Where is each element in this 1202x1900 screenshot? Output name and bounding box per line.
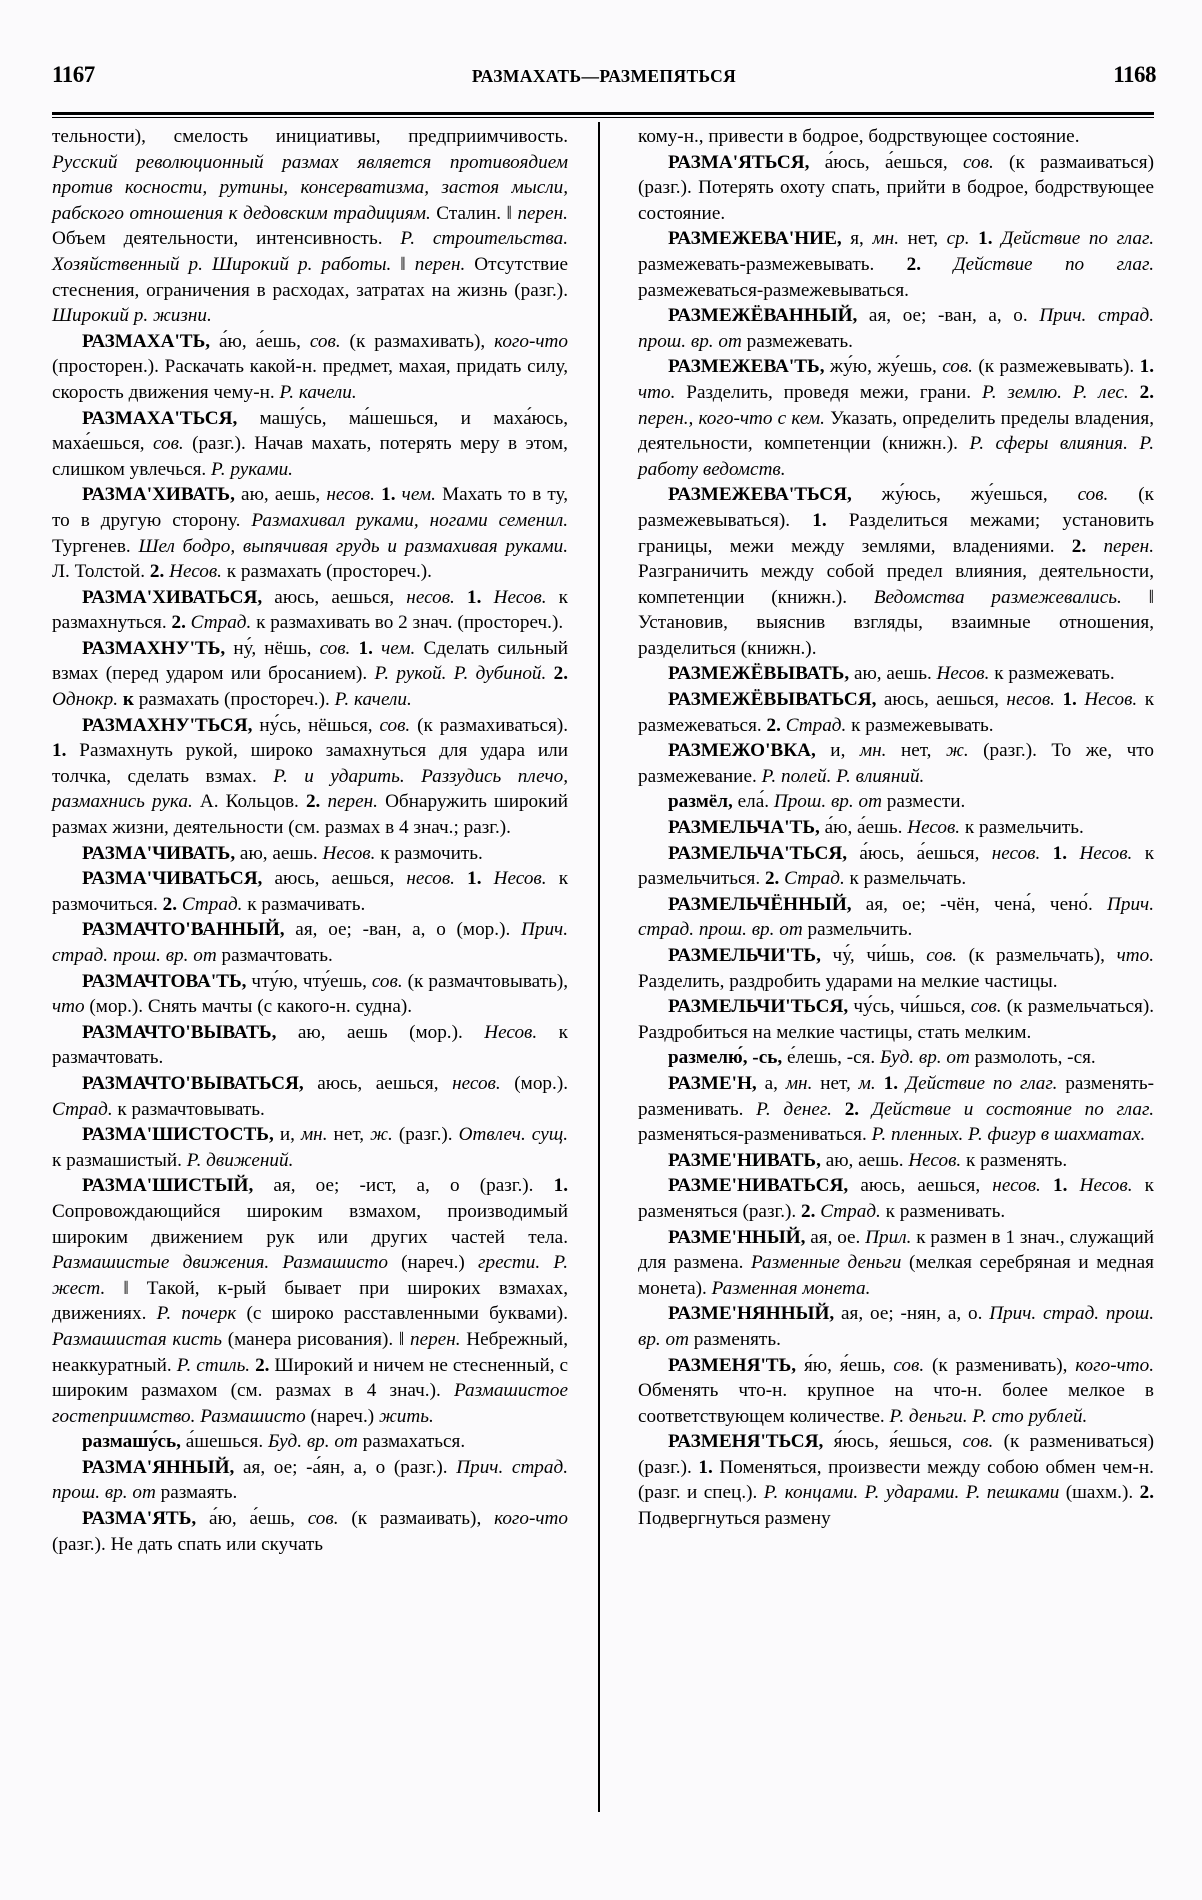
dictionary-entry: РАЗМАЧТОВА'ТЬ, чту́ю, чту́ешь, сов. (к размачтовывать), что (мор.). Снять мачты (с какого-н. судна). xyxy=(52,970,569,1018)
dictionary-entry: РАЗМЕЛЬЧИ'ТЬСЯ, чу́сь, чи́шься, сов. (к размельчаться). Раздробиться на мелкие частицы, стать мелким. xyxy=(638,996,1155,1043)
dictionary-entry: РАЗМЕЖЕВА'НИЕ, я, мн. нет, ср. 1. Действие по глаг. размежевать-размежевывать. 2. Действие по глаг. размежеваться-размежевываться. xyxy=(638,228,1155,301)
page-number-right: 1168 xyxy=(1113,62,1156,87)
dictionary-entry: РАЗМЕЖЕВА'ТЬ, жу́ю, жу́ешь, сов. (к размежевывать). 1. что. Разделить, проведя межи, грани. Р. землю. Р. лес. 2. перен., кого-что с кем. Указать, определить пределы владения, деятельности, компетенции (книжн.). Р. сферы влияния. Р. работу ведомств. xyxy=(638,356,1155,480)
dictionary-entry: РАЗМЕЛЬЧЁННЫЙ, ая, ое; -чён, чена́, чено́. Прич. страд. прош. вр. от размельчить. xyxy=(638,893,1154,941)
dictionary-entry: РАЗМЕЖЕВА'ТЬСЯ, жу́юсь, жу́ешься, сов. (к размежевываться). 1. Разделиться межами; установить границы, межи между землями, владениями. 2. перен. Разграничить между собой предел влияния, деятельности, компетенции (книжн.). Ведомства размежевались. ‖ Установив, выяснив взгляды, взаимные отношения, разделиться (книжн.). xyxy=(638,484,1155,659)
dictionary-entry: РАЗМЕЛЬЧИ'ТЬ, чу́, чи́шь, сов. (к размельчать), что. Разделить, раздробить ударами на мелкие частицы. xyxy=(638,945,1154,992)
dictionary-entry: РАЗМАХНУ'ТЬСЯ, ну́сь, нёшься, сов. (к размахиваться). 1. Размахнуть рукой, широко замахнуться для удара или толчка, сделать взмах. Р. и ударить. Раззудись плечо, размахнись рука. А. Кольцов. 2. перен. Обнаружить широкий размах жизни, деятельности (см. размах в 4 знач.; разг.). xyxy=(52,714,569,839)
dictionary-entry: РАЗМЕЖО'ВКА, и, мн. нет, ж. (разг.). То же, что размежевание. Р. полей. Р. влияний. xyxy=(638,740,1154,787)
dictionary-entry: РАЗМЕ'ННЫЙ, ая, ое. Прил. к размен в 1 знач., служащий для размена. Разменные деньги (мелкая серебряная и медная монета). Разменная монета. xyxy=(638,1226,1154,1299)
continued-paragraph: тельности), смелость инициативы, предприимчивость. Русский революционный размах является противоядием против косности, рутины, консерватизма, застоя мысли, рабского отношения к дедовским традициям. Сталин. ‖ перен. Объем деятельности, интенсивность. Р. строительства. Хозяйственный р. Широкий р. работы. ‖ перен. Отсутствие стеснения, ограничения в расходах, затратах на жизнь (разг.). Широкий р. жизни. xyxy=(52,126,569,327)
dictionary-entry: РАЗМЕЖЁВАННЫЙ, ая, ое; -ван, а, о. Прич. страд. прош. вр. от размежевать. xyxy=(638,305,1155,352)
dictionary-entry: РАЗМАХНУ'ТЬ, ну́, нёшь, сов. 1. чем. Сделать сильный взмах (перед ударом или бросанием). Р. рукой. Р. дубиной. 2. Однокр. к размахать (простореч.). Р. качели. xyxy=(52,637,568,711)
dictionary-entry: РАЗМАЧТО'ВЫВАТЬ, аю, аешь (мор.). Несов. к размачтовать. xyxy=(52,1021,568,1069)
dictionary-entry: РАЗМЕНЯ'ТЬСЯ, я́юсь, я́ешься, сов. (к размениваться) (разг.). 1. Поменяться, произвести между собою обмен чем-н. (разг. и спец.). Р. концами. Р. ударами. Р. пешками (шахм.). 2. Подвергнуться размену xyxy=(638,1431,1154,1530)
dictionary-entry: РАЗМЕ'НИВАТЬСЯ, аюсь, аешься, несов. 1. Несов. к разменяться (разг.). 2. Страд. к разменивать. xyxy=(638,1175,1155,1222)
dictionary-entry: РАЗМЕЖЁВЫВАТЬ, аю, аешь. Несов. к размежевать. xyxy=(668,663,1115,685)
dictionary-entry: РАЗМА'ШИСТОСТЬ, и, мн. нет, ж. (разг.). Отвлеч. сущ. к размашистый. Р. движений. xyxy=(52,1124,568,1171)
dictionary-entry: РАЗМА'ЧИВАТЬ, аю, аешь. Несов. к размочить. xyxy=(82,842,483,864)
dictionary-entry: РАЗМА'ХИВАТЬ, аю, аешь, несов. 1. чем. Махать то в ту, то в другую сторону. Размахивал руками, ногами семенил. Тургенев. Шел бодро, выпячивая грудь и размахивая руками. Л. Толстой. 2. Несов. к размахать (простореч.). xyxy=(52,484,569,583)
dictionary-entry: размашу́сь, а́шешься. Буд. вр. от размахаться. xyxy=(82,1431,466,1453)
dictionary-entry: РАЗМЕЛЬЧА'ТЬСЯ, а́юсь, а́ешься, несов. 1. Несов. к размельчиться. 2. Страд. к размельчать. xyxy=(638,842,1155,890)
dictionary-entry: РАЗМА'ЯТЬСЯ, а́юсь, а́ешься, сов. (к размаиваться) (разг.). Потерять охоту спать, прийти в бодрое, бодрствующее состояние. xyxy=(638,151,1154,224)
dictionary-entry: РАЗМЕЖЁВЫВАТЬСЯ, аюсь, аешься, несов. 1. Несов. к размежеваться. 2. Страд. к размежевывать. xyxy=(638,689,1155,736)
dictionary-entry: РАЗМА'ЯННЫЙ, ая, ое; -а́ян, а, о (разг.). Прич. страд. прош. вр. от размаять. xyxy=(52,1456,568,1504)
dictionary-entry: РАЗМЕНЯ'ТЬ, я́ю, я́ешь, сов. (к разменивать), кого-что. Обменять что-н. крупное на что-н. более мелкое в соответствующем количестве. Р. деньги. Р. сто рублей. xyxy=(638,1354,1154,1427)
left-column xyxy=(52,124,568,1557)
dictionary-entry: РАЗМА'ШИСТЫЙ, ая, ое; -ист, а, о (разг.). 1. Сопровождающийся широким взмахом, производимый широким движением рук или других частей тела. Размашистые движения. Размашисто (нареч.) грести. Р. жест. ‖ Такой, к-рый бывает при широких взмахах, движениях. Р. почерк (с широко расставленными буквами). Размашистая кисть (манера рисования). ‖ перен. Небрежный, неаккуратный. Р. стиль. 2. Широкий и ничем не стесненный, с широким размахом (см. размах в 4 знач.). Размашистое гостеприимство. Размашисто (нареч.) жить. xyxy=(52,1175,568,1427)
dictionary-entry: РАЗМЕЛЬЧА'ТЬ, а́ю, а́ешь. Несов. к размельчить. xyxy=(668,817,1084,839)
columns-container xyxy=(52,124,1154,1824)
running-head-title: РАЗМАХАТЬ—РАЗМЕПЯТЬСЯ xyxy=(471,66,737,86)
continued-paragraph: кому-н., привести в бодрое, бодрствующее состояние. xyxy=(638,126,1080,147)
dictionary-entry: РАЗМЕ'НЯННЫЙ, ая, ое; -нян, а, о. Прич. страд. прош. вр. от разменять. xyxy=(638,1303,1154,1350)
dictionary-entry: РАЗМЕ'НИВАТЬ, аю, аешь. Несов. к разменять. xyxy=(668,1149,1068,1171)
header-rule xyxy=(52,112,1154,118)
right-column xyxy=(638,124,1154,1532)
dictionary-entry: размёл, ела́. Прош. вр. от размести. xyxy=(668,791,966,813)
running-head xyxy=(52,62,1156,96)
dictionary-entry: РАЗМАХА'ТЬСЯ, машу́сь, ма́шешься, и маха́юсь, маха́ешься, сов. (разг.). Начав махать, потерять меру в этом, слишком увлечься. Р. руками. xyxy=(52,407,568,480)
dictionary-entry: РАЗМАЧТО'ВЫВАТЬСЯ, аюсь, аешься, несов. (мор.). Страд. к размачтовывать. xyxy=(52,1072,568,1120)
dictionary-entry: РАЗМА'ЧИВАТЬСЯ, аюсь, аешься, несов. 1. Несов. к размочиться. 2. Страд. к размачивать. xyxy=(52,868,569,915)
dictionary-entry: РАЗМЕ'Н, а, мн. нет, м. 1. Действие по глаг. разменять-разменивать. Р. денег. 2. Действие и состояние по глаг. разменяться-размениваться. Р. пленных. Р. фигур в шахматах. xyxy=(638,1072,1155,1146)
dictionary-entry: размелю́, -сь, е́лешь, -ся. Буд. вр. от размолоть, -ся. xyxy=(668,1047,1096,1069)
dictionary-entry: РАЗМАЧТО'ВАННЫЙ, ая, ое; -ван, а, о (мор.). Прич. страд. прош. вр. от размачтовать. xyxy=(52,919,568,966)
page-number-left: 1167 xyxy=(52,62,95,87)
dictionary-entry: РАЗМА'ЯТЬ, а́ю, а́ешь, сов. (к размаивать), кого-что (разг.). Не дать спать или скучать xyxy=(52,1508,568,1555)
dictionary-entry: РАЗМАХА'ТЬ, а́ю, а́ешь, сов. (к размахивать), кого-что (просторен.). Раскачать какой-н. предмет, махая, придать силу, скорость движения чему-н. Р. качели. xyxy=(52,330,568,403)
dictionary-entry: РАЗМА'ХИВАТЬСЯ, аюсь, аешься, несов. 1. Несов. к размахнуться. 2. Страд. к размахивать во 2 знач. (простореч.). xyxy=(52,586,569,634)
